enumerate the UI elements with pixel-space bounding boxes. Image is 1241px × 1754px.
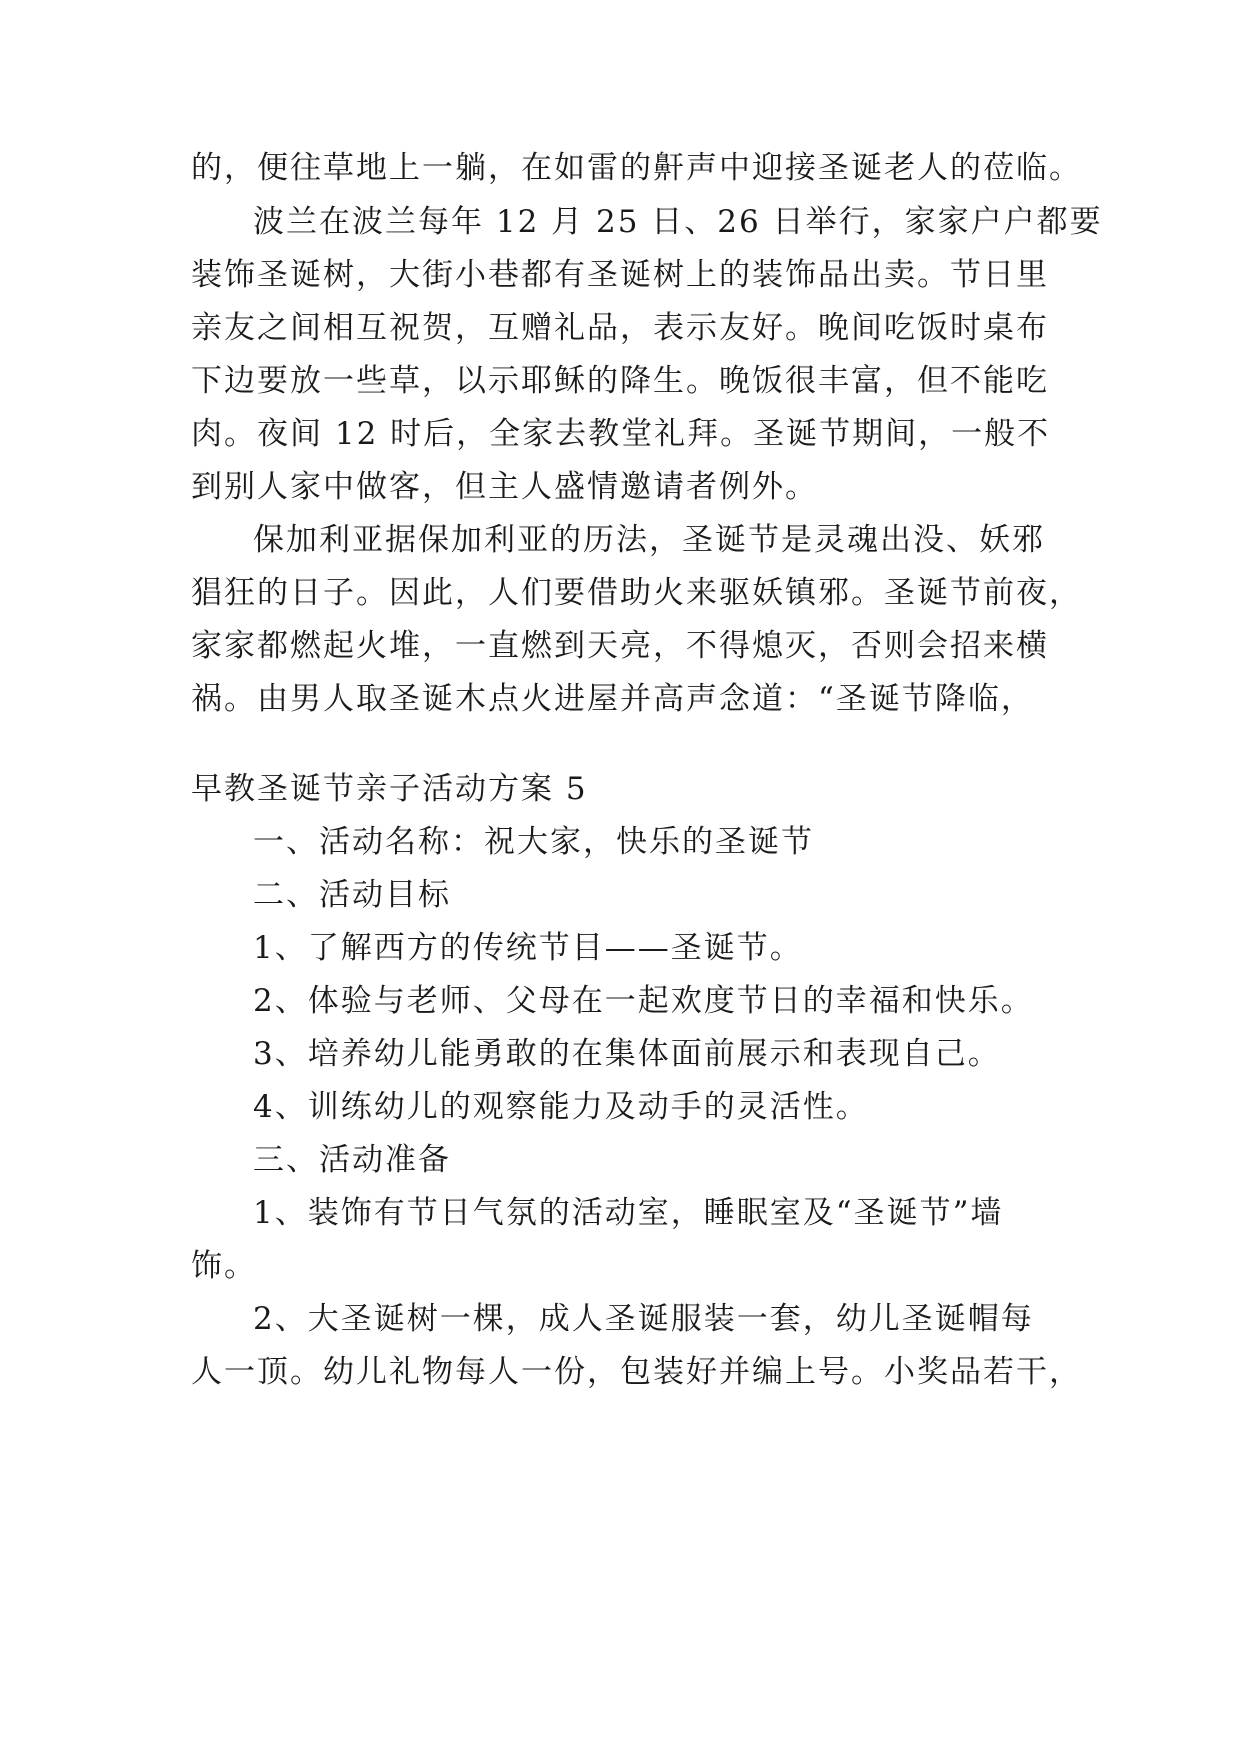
list-item: 二、活动目标	[253, 877, 451, 913]
text-line: 人一顶。幼儿礼物每人一份，包装好并编上号。小奖品若干，	[191, 1354, 1082, 1390]
text-line: 家家都燃起火堆，一直燃到天亮，不得熄灭，否则会招来横	[191, 628, 1049, 664]
text-line: 下边要放一些草，以示耶稣的降生。晚饭很丰富，但不能吃	[191, 363, 1049, 399]
text-line: 饰。	[191, 1248, 257, 1284]
text-line: 装饰圣诞树，大街小巷都有圣诞树上的装饰品出卖。节日里	[191, 257, 1049, 293]
paragraph-poland-start: 波兰在波兰每年 12 月 25 日、26 日举行，家家户户都要	[253, 204, 1103, 240]
list-item: 1、了解西方的传统节目——圣诞节。	[253, 930, 803, 966]
list-item: 2、体验与老师、父母在一起欢度节日的幸福和快乐。	[253, 983, 1034, 1019]
text-line: 到别人家中做客，但主人盛情邀请者例外。	[191, 469, 818, 505]
list-item: 三、活动准备	[253, 1142, 451, 1178]
text-line: 肉。夜间 12 时后，全家去教堂礼拜。圣诞节期间，一般不	[191, 416, 1051, 452]
list-item: 一、活动名称：祝大家，快乐的圣诞节	[253, 824, 814, 860]
paragraph-bulgaria-start: 保加利亚据保加利亚的历法，圣诞节是灵魂出没、妖邪	[253, 522, 1045, 558]
section-heading: 早教圣诞节亲子活动方案 5	[191, 771, 588, 807]
text-line: 猖狂的日子。因此，人们要借助火来驱妖镇邪。圣诞节前夜，	[191, 575, 1082, 611]
list-item: 2、大圣诞树一棵，成人圣诞服装一套，幼儿圣诞帽每	[253, 1301, 1034, 1337]
list-item: 3、培养幼儿能勇敢的在集体面前展示和表现自己。	[253, 1036, 1001, 1072]
list-item: 4、训练幼儿的观察能力及动手的灵活性。	[253, 1089, 869, 1125]
list-item: 1、装饰有节日气氛的活动室，睡眠室及“圣诞节”墙	[253, 1195, 1004, 1231]
text-line: 亲友之间相互祝贺，互赠礼品，表示友好。晚间吃饭时桌布	[191, 310, 1049, 346]
text-line: 的，便往草地上一躺，在如雷的鼾声中迎接圣诞老人的莅临。	[191, 150, 1082, 186]
text-line: 祸。由男人取圣诞木点火进屋并高声念道：“圣诞节降临，	[191, 681, 1034, 717]
